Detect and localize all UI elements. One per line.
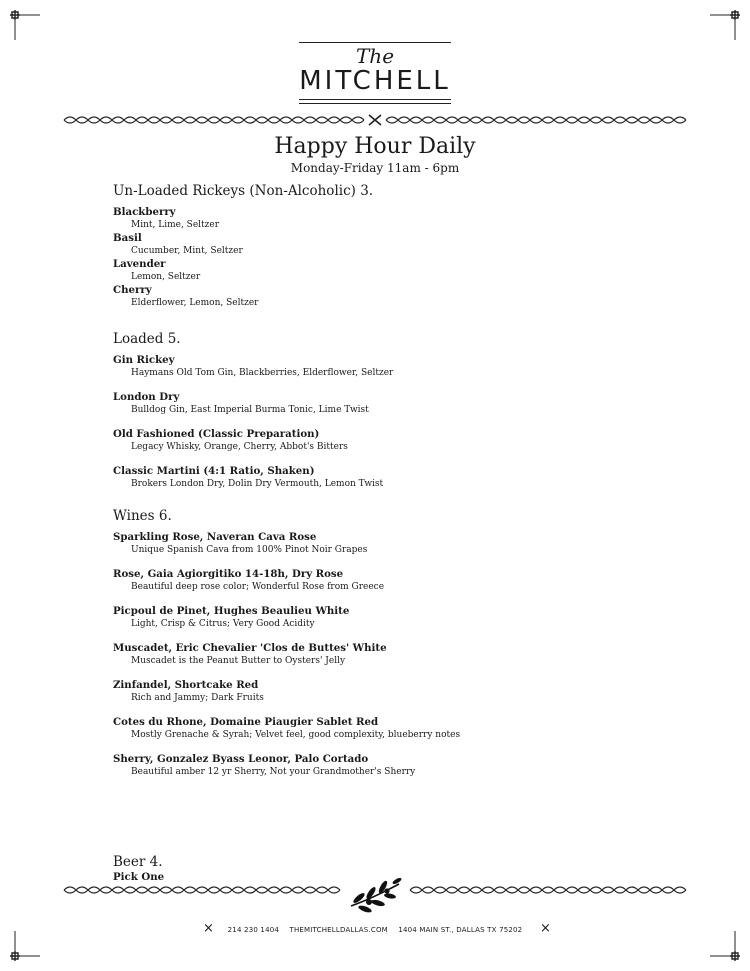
item-name: Cotes du Rhone, Domaine Piaugier Sablet Red — [113, 716, 379, 728]
corner-ornament-top-right — [710, 10, 740, 40]
item-name: Basil — [113, 232, 142, 244]
item-desc: Lemon, Seltzer — [131, 272, 201, 282]
corner-ornament-top-left — [10, 10, 40, 40]
item-name: Cherry — [113, 284, 152, 296]
item-desc: Unique Spanish Cava from 100% Pinot Noir Grapes — [131, 545, 368, 555]
item-name: Zinfandel, Shortcake Red — [113, 679, 259, 691]
menu-item — [113, 258, 673, 284]
brand-the: The — [355, 44, 395, 68]
item-desc: Cucumber, Mint, Seltzer — [131, 246, 243, 256]
menu-item — [113, 753, 673, 779]
page-title: Happy Hour Daily — [274, 134, 476, 159]
corner-ornament-bottom-left — [10, 931, 40, 961]
section-beer — [113, 854, 164, 883]
menu-item — [113, 232, 673, 258]
item-desc: Mint, Lime, Seltzer — [131, 220, 220, 230]
beer-note: Pick One — [113, 871, 165, 883]
section-heading-wines: Wines 6. — [113, 508, 172, 524]
menu-item — [113, 716, 673, 742]
menu-item — [113, 531, 673, 557]
item-desc: Light, Crisp & Citrus; Very Good Acidity — [131, 619, 315, 629]
item-name: Gin Rickey — [113, 354, 175, 366]
item-name: London Dry — [113, 391, 180, 403]
footer-website: THEMITCHELLDALLAS.COM — [289, 926, 388, 934]
item-name: Old Fashioned (Classic Preparation) — [113, 428, 320, 440]
menu-item — [113, 206, 673, 232]
item-desc: Haymans Old Tom Gin, Blackberries, Elderflower, Seltzer — [131, 368, 394, 378]
menu-item — [113, 568, 673, 594]
menu-item — [113, 605, 673, 631]
item-name: Sparkling Rose, Naveran Cava Rose — [113, 531, 317, 543]
section-heading-loaded: Loaded 5. — [113, 331, 181, 347]
item-desc: Mostly Grenache & Syrah; Velvet feel, good complexity, blueberry notes — [131, 730, 461, 740]
section-heading-beer: Beer 4. — [113, 854, 163, 870]
item-name: Picpoul de Pinet, Hughes Beaulieu White — [113, 605, 350, 617]
item-name: Blackberry — [113, 206, 176, 218]
brand-name: MITCHELL — [299, 66, 451, 96]
section-loaded — [113, 354, 673, 491]
footer-contact — [0, 926, 750, 934]
item-desc: Beautiful amber 12 yr Sherry, Not your Grandmother's Sherry — [131, 767, 416, 777]
item-desc: Rich and Jammy; Dark Fruits — [131, 693, 264, 703]
footer-address: 1404 MAIN ST., DALLAS TX 75202 — [398, 926, 523, 934]
item-name: Sherry, Gonzalez Byass Leonor, Palo Cortado — [113, 753, 369, 765]
logo-top-rule — [299, 42, 451, 43]
close-mark-icon: × — [203, 921, 214, 936]
item-desc: Muscadet is the Peanut Butter to Oysters' Jelly — [131, 656, 346, 666]
item-desc: Beautiful deep rose color; Wonderful Rose from Greece — [131, 582, 385, 592]
hours-subtitle: Monday-Friday 11am - 6pm — [290, 161, 460, 175]
menu-item — [113, 465, 673, 491]
menu-item — [113, 284, 673, 310]
item-desc: Legacy Whisky, Orange, Cherry, Abbot's Bitters — [131, 442, 348, 452]
olive-branch-icon — [347, 876, 403, 916]
top-chain-divider — [60, 113, 690, 127]
menu-item — [113, 679, 673, 705]
section-unloaded — [113, 206, 673, 310]
section-wines — [113, 531, 673, 779]
item-name: Lavender — [113, 258, 166, 270]
menu-item — [113, 642, 673, 668]
menu-item — [113, 428, 673, 454]
corner-ornament-bottom-right — [710, 931, 740, 961]
item-name: Rose, Gaia Agiorgitiko 14-18h, Dry Rose — [113, 568, 344, 580]
item-desc: Elderflower, Lemon, Seltzer — [131, 298, 259, 308]
section-heading-unloaded: Un-Loaded Rickeys (Non-Alcoholic) 3. — [113, 183, 374, 199]
menu-body — [113, 182, 673, 790]
item-desc: Bulldog Gin, East Imperial Burma Tonic, Lime Twist — [131, 405, 369, 415]
item-desc: Brokers London Dry, Dolin Dry Vermouth, Lemon Twist — [131, 479, 384, 489]
brand-logo — [0, 42, 750, 104]
logo-bottom-rule-2 — [299, 103, 451, 104]
item-name: Muscadet, Eric Chevalier 'Clos de Buttes' White — [113, 642, 387, 654]
menu-item — [113, 391, 673, 417]
menu-item — [113, 354, 673, 380]
close-mark-icon: × — [540, 921, 551, 936]
logo-bottom-rule — [299, 99, 451, 100]
footer-phone: 214 230 1404 — [227, 926, 280, 934]
item-name: Classic Martini (4:1 Ratio, Shaken) — [113, 465, 315, 477]
